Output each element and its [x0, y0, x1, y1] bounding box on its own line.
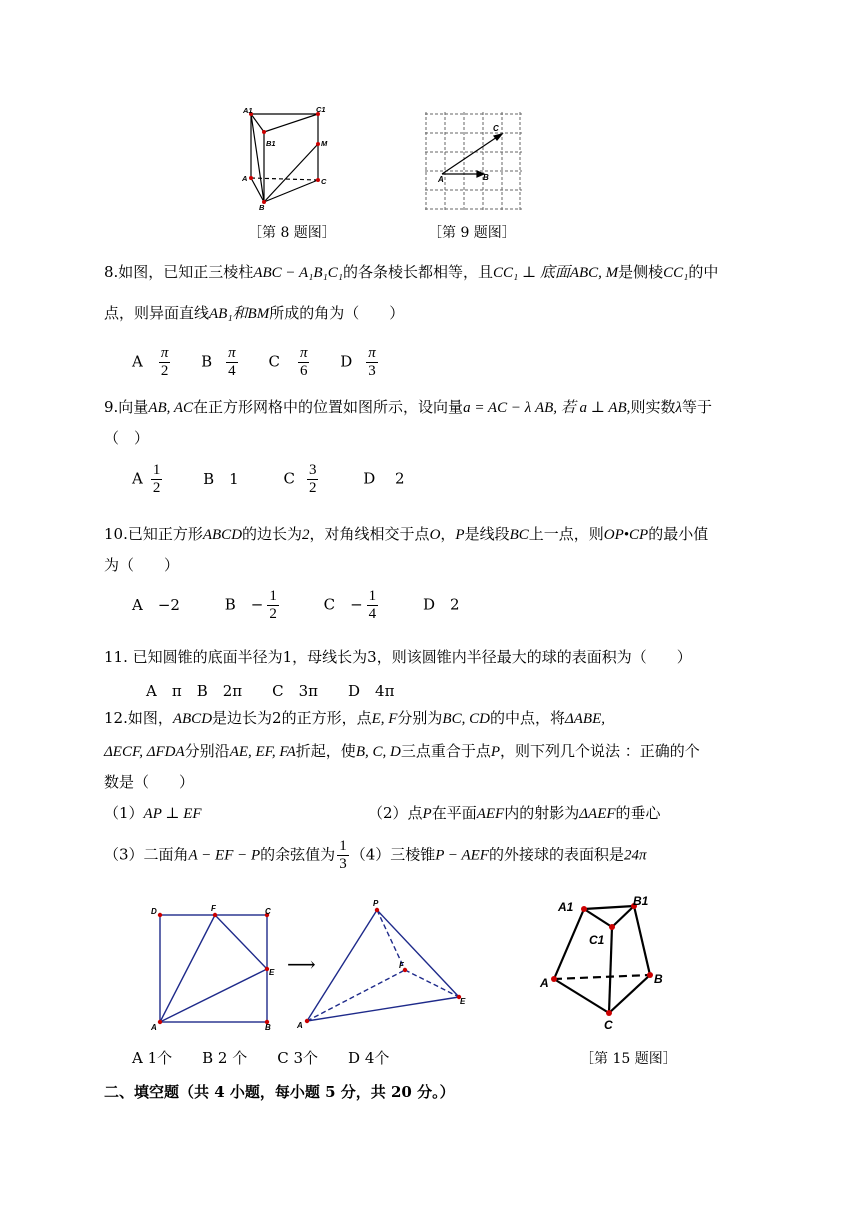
label-A: A	[297, 1021, 303, 1030]
q8-line2: 点，则异面直线AB₁和BM所成的角为（ ）	[104, 304, 405, 322]
label-A: A	[438, 175, 444, 184]
label-C: C	[493, 124, 499, 133]
q11-options: A π B 2π C 3π D 4π	[146, 682, 395, 700]
label-C: C	[265, 907, 271, 916]
caption-fig8: ［第 8 题图］	[248, 225, 336, 241]
q12-line3: 数是（ ）	[104, 773, 195, 791]
label-B1: B1	[633, 894, 649, 908]
q9-line2: （ ）	[104, 429, 150, 447]
q12-line1: 12.如图，ABCD是边长为2的正方形，点E, F分别为BC, CD的中点，将ΔABE,	[104, 709, 605, 727]
figure-8-prism	[235, 100, 345, 212]
q10-options: A −2 B − $\frac{1}{2}$ C − $\frac{1}{4}$ D 2	[132, 588, 460, 622]
label-A1: A1	[243, 106, 253, 115]
label-C: C	[604, 1018, 613, 1032]
caption-fig15: ［第 15 题图］	[580, 1051, 677, 1067]
label-A: A	[540, 976, 549, 990]
q11-text: 11. 已知圆锥的底面半径为1，母线长为3，则该圆锥内半径最大的球的表面积为（ ）	[104, 648, 692, 666]
q12-statement-2: （2）点P在平面AEF内的射影为ΔAEF的垂心	[368, 804, 661, 822]
label-E: E	[460, 997, 466, 1006]
q9-options: A $\frac{1}{2}$ B 1 C $\frac{3}{2}$ D 2	[132, 462, 405, 496]
label-P: P	[373, 899, 379, 908]
label-A: A	[151, 1023, 157, 1032]
label-B: B	[654, 972, 663, 986]
label-M: M	[321, 139, 328, 148]
q12-line2: ΔECF, ΔFDA分别沿AE, EF, FA折起，使B, C, D三点重合于点P，则下列几个说法 ：正确的个	[104, 742, 700, 760]
label-B1: B1	[266, 139, 276, 148]
label-B: B	[265, 1023, 271, 1032]
label-B: B	[259, 203, 265, 212]
caption-fig9: ［第 9 题图］	[428, 225, 516, 241]
q12-options: A 1个 B 2 个 C 3个 D 4个	[132, 1049, 390, 1067]
label-F: F	[211, 904, 216, 913]
q10-line2: 为（ ）	[104, 556, 180, 574]
section-2-heading: 二、填空题（共 4 小题，每小题 5 分，共 20 分。）	[104, 1083, 455, 1101]
label-A1: A1	[558, 900, 574, 914]
q12-statement-3-4: （3）二面角A − EF − P的余弦值为 $\frac{1}{3}$ （4）三棱锥P − AEF的外接球的表面积是24π	[104, 838, 647, 872]
figure-12-tetrahedron	[293, 896, 473, 1036]
q10-line1: 10.已知正方形ABCD的边长为2，对角线相交于点O，P是线段BC上一点，则OP•CP的最小值	[104, 525, 709, 543]
label-B: B	[483, 173, 489, 182]
q8-line1: 8.如图，已知正三棱柱ABC − A₁B₁C₁的各条棱长都相等，且CC₁ ⊥ 底面ABC, M是侧棱CC₁的中	[104, 263, 719, 281]
label-D: D	[151, 907, 157, 916]
figure-12-square	[148, 900, 283, 1035]
label-C1: C1	[589, 933, 605, 947]
label-E: E	[269, 968, 275, 977]
q12-statement-1: （1）AP ⊥ EF	[104, 804, 202, 822]
arrow-right-icon: ⟶	[287, 952, 316, 976]
figure-15-prism	[538, 893, 678, 1033]
label-C: C	[321, 177, 327, 186]
figure-9-grid	[420, 108, 526, 216]
label-A: A	[242, 174, 248, 183]
q8-options: A $\frac{\pi}{2}$ B $\frac{\pi}{4}$ C $\frac{\pi}{6}$ D $\frac{\pi}{3}$	[132, 345, 376, 379]
label-F: F	[399, 961, 404, 970]
q9-line1: 9.向量AB, AC在正方形网格中的位置如图所示，设向量a = AC − λ AB, 若 a ⊥ AB,则实数λ等于	[104, 398, 712, 416]
label-C1: C1	[316, 105, 326, 114]
